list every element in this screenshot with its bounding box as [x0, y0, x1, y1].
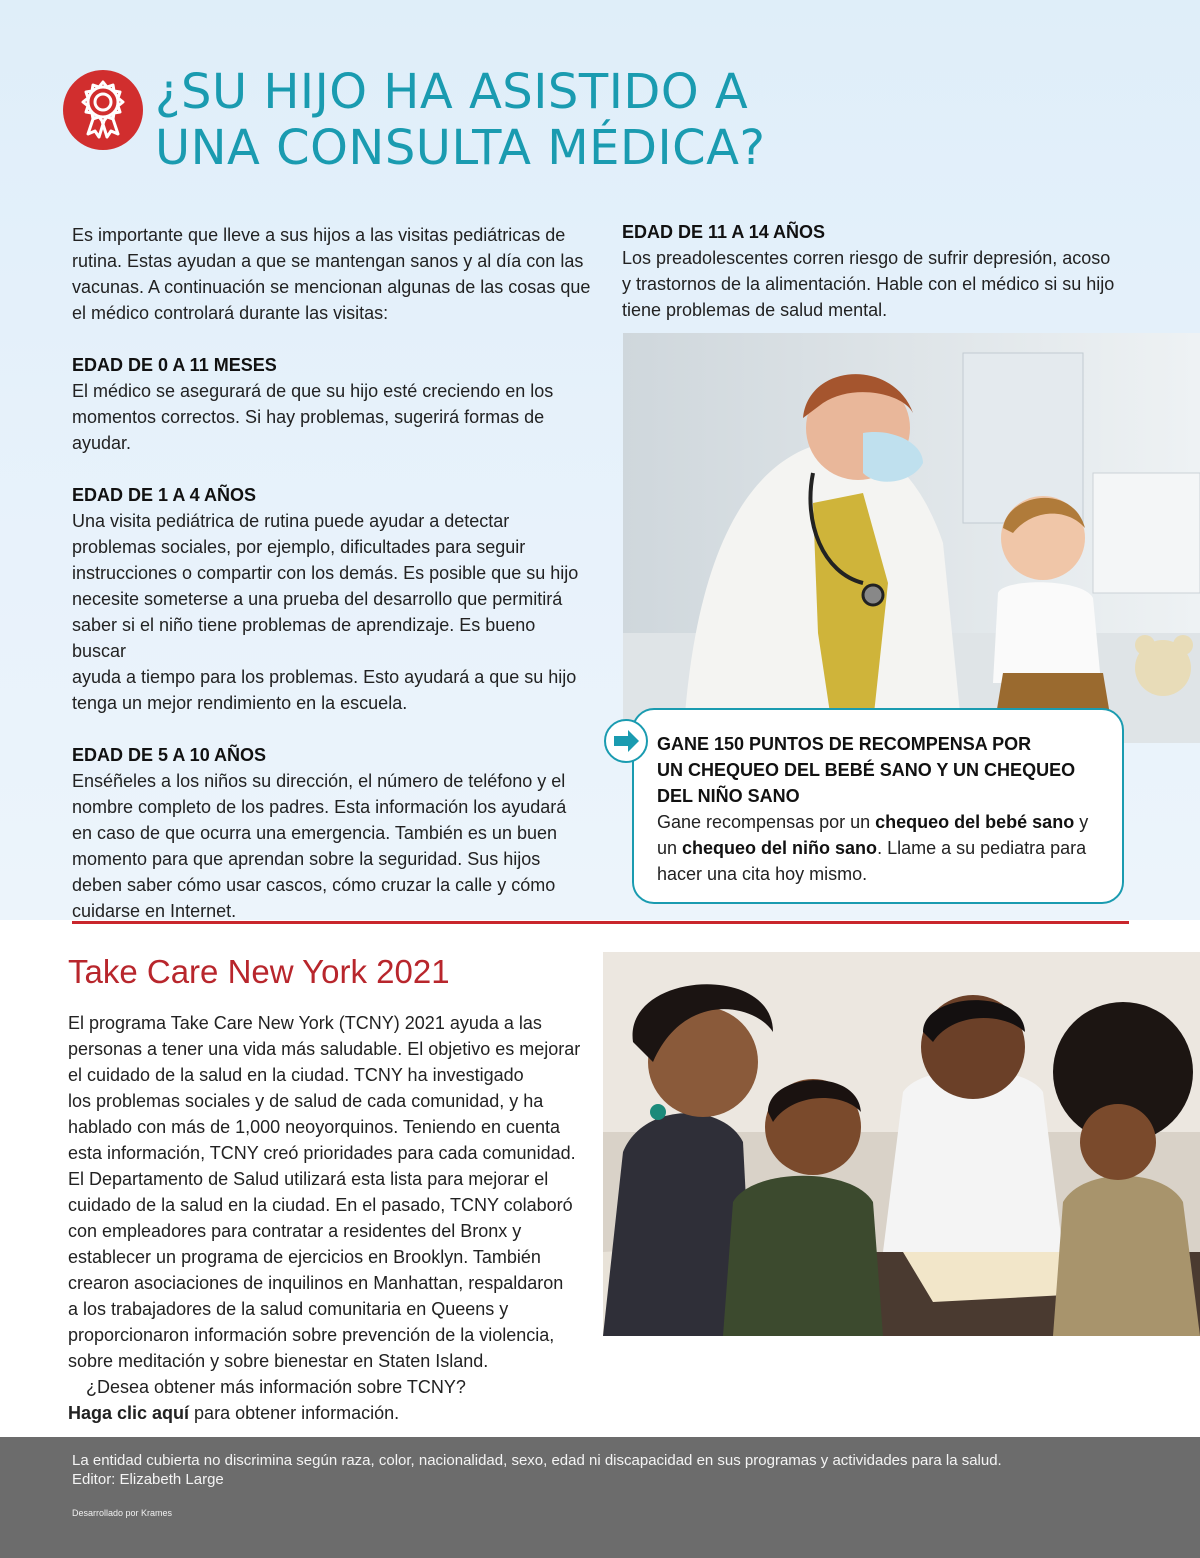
tcny-line: sobre meditación y sobre bienestar en Staten Island.	[68, 1351, 489, 1371]
intro-line: vacunas. A continuación se mencionan algunas de las cosas que	[72, 277, 591, 297]
section-heading: EDAD DE 5 A 10 AÑOS	[72, 745, 267, 765]
tcny-line: el cuidado de la salud en la ciudad. TCNY ha investigado	[68, 1065, 524, 1085]
arrow-right-icon	[604, 719, 648, 763]
tcny-line: personas a tener una vida más saludable. El objetivo es mejorar	[68, 1039, 581, 1059]
intro-line: el médico controlará durante las visitas:	[72, 303, 389, 323]
footer-disclaimer: La entidad cubierta no discrimina según raza, color, nacionalidad, sexo, edad ni discapacidad en sus programas y actividades para la salud.	[72, 1452, 1002, 1469]
section-line: saber si el niño tiene problemas de aprendizaje. Es bueno buscar	[72, 615, 536, 661]
tcny-line: hablado con más de 1,000 neoyorquinos. Teniendo en cuenta	[68, 1117, 561, 1137]
section-line: ayuda a tiempo para los problemas. Esto ayudará a que su hijo	[72, 667, 577, 687]
left-column	[72, 222, 592, 924]
section-line: instrucciones o compartir con los demás. Es posible que su hijo	[72, 563, 579, 583]
callout-body-line	[657, 835, 1107, 861]
callout-heading-line: UN CHEQUEO DEL BEBÉ SANO Y UN CHEQUEO	[657, 760, 1076, 780]
section-line: El médico se asegurará de que su hijo esté creciendo en los	[72, 381, 554, 401]
tcny-line: El programa Take Care New York (TCNY) 2021 ayuda a las	[68, 1013, 542, 1033]
right-column	[622, 219, 1142, 323]
tcny-title: Take Care New York 2021	[68, 953, 450, 990]
callout-bold-part: chequeo del bebé sano	[875, 812, 1075, 832]
section-line: ayudar.	[72, 433, 132, 453]
tcny-link[interactable]: Haga clic aquí	[68, 1403, 190, 1423]
tcny-link-line	[68, 1400, 598, 1426]
callout-text-part: Gane recompensas por un	[657, 812, 876, 832]
section-line: necesite someterse a una prueba del desarrollo que permitirá	[72, 589, 563, 609]
tcny-line: cuidado de la salud en la ciudad. En el pasado, TCNY colaboró	[68, 1195, 573, 1215]
section-line: Los preadolescentes corren riesgo de sufrir depresión, acoso	[622, 248, 1111, 268]
footer-editor: Editor: Elizabeth Large	[72, 1471, 224, 1488]
page-title	[155, 64, 1055, 176]
rewards-callout-text	[657, 731, 1107, 887]
intro-line: rutina. Estas ayudan a que se mantengan sanos y al día con las	[72, 251, 584, 271]
tcny-line: los problemas sociales y de salud de cada comunidad, y ha	[68, 1091, 544, 1111]
section-line: tenga un mejor rendimiento en la escuela.	[72, 693, 408, 713]
callout-text-part: y	[1074, 812, 1089, 832]
section-line: deben saber cómo usar cascos, cómo cruzar la calle y cómo	[72, 875, 556, 895]
section-line: en caso de que ocurra una emergencia. También es un buen	[72, 823, 557, 843]
callout-body-line: hacer una cita hoy mismo.	[657, 864, 868, 884]
title-line-2: UNA CONSULTA MÉDICA?	[155, 120, 766, 176]
callout-text-part: un	[657, 838, 683, 858]
section-heading: EDAD DE 0 A 11 MESES	[72, 355, 277, 375]
tcny-line: con empleadores para contratar a residentes del Bronx y	[68, 1221, 522, 1241]
callout-bold-part: chequeo del niño sano	[682, 838, 878, 858]
callout-heading-line: GANE 150 PUNTOS DE RECOMPENSA POR	[657, 734, 1032, 754]
tcny-more-info: ¿Desea obtener más información sobre TCNY?	[86, 1377, 466, 1397]
doctor-child-photo	[623, 333, 1200, 743]
award-ribbon-icon	[63, 70, 143, 150]
callout-text-part: . Llame a su pediatra para	[877, 838, 1087, 858]
tcny-line: a los trabajadores de la salud comunitaria en Queens y	[68, 1299, 509, 1319]
title-line-1: ¿SU HIJO HA ASISTIDO A	[155, 64, 749, 120]
section-line: cuidarse en Internet.	[72, 901, 237, 921]
tcny-line: esta información, TCNY creó prioridades para cada comunidad.	[68, 1143, 576, 1163]
section-line: problemas sociales, por ejemplo, dificultades para seguir	[72, 537, 526, 557]
tcny-body	[68, 1010, 598, 1426]
callout-body-line	[657, 809, 1107, 835]
section-line: Enséñeles a los niños su dirección, el número de teléfono y el	[72, 771, 566, 791]
footer	[0, 1437, 1200, 1558]
section-line: tiene problemas de salud mental.	[622, 300, 888, 320]
section-line: y trastornos de la alimentación. Hable con el médico si su hijo	[622, 274, 1115, 294]
section-line: nombre completo de los padres. Esta información los ayudará	[72, 797, 567, 817]
section-heading: EDAD DE 1 A 4 AÑOS	[72, 485, 257, 505]
callout-heading-line: DEL NIÑO SANO	[657, 786, 800, 806]
section-line: Una visita pediátrica de rutina puede ayudar a detectar	[72, 511, 510, 531]
tcny-line: establecer un programa de ejercicios en Brooklyn. También	[68, 1247, 541, 1267]
intro-line: Es importante que lleve a sus hijos a las visitas pediátricas de	[72, 225, 566, 245]
section-heading: EDAD DE 11 A 14 AÑOS	[622, 222, 826, 242]
tcny-line: proporcionaron información sobre prevención de la violencia,	[68, 1325, 555, 1345]
section-line: momento para que aprendan sobre la seguridad. Sus hijos	[72, 849, 541, 869]
footer-developed-by: Desarrollado por Krames	[72, 1508, 173, 1518]
tcny-line: El Departamento de Salud utilizará esta lista para mejorar el	[68, 1169, 549, 1189]
section-divider	[72, 921, 1129, 924]
tcny-line: crearon asociaciones de inquilinos en Manhattan, respaldaron	[68, 1273, 564, 1293]
tcny-link-suffix: para obtener información.	[189, 1403, 400, 1423]
section-line: momentos correctos. Si hay problemas, sugerirá formas de	[72, 407, 545, 427]
family-board-game-photo	[603, 952, 1200, 1336]
